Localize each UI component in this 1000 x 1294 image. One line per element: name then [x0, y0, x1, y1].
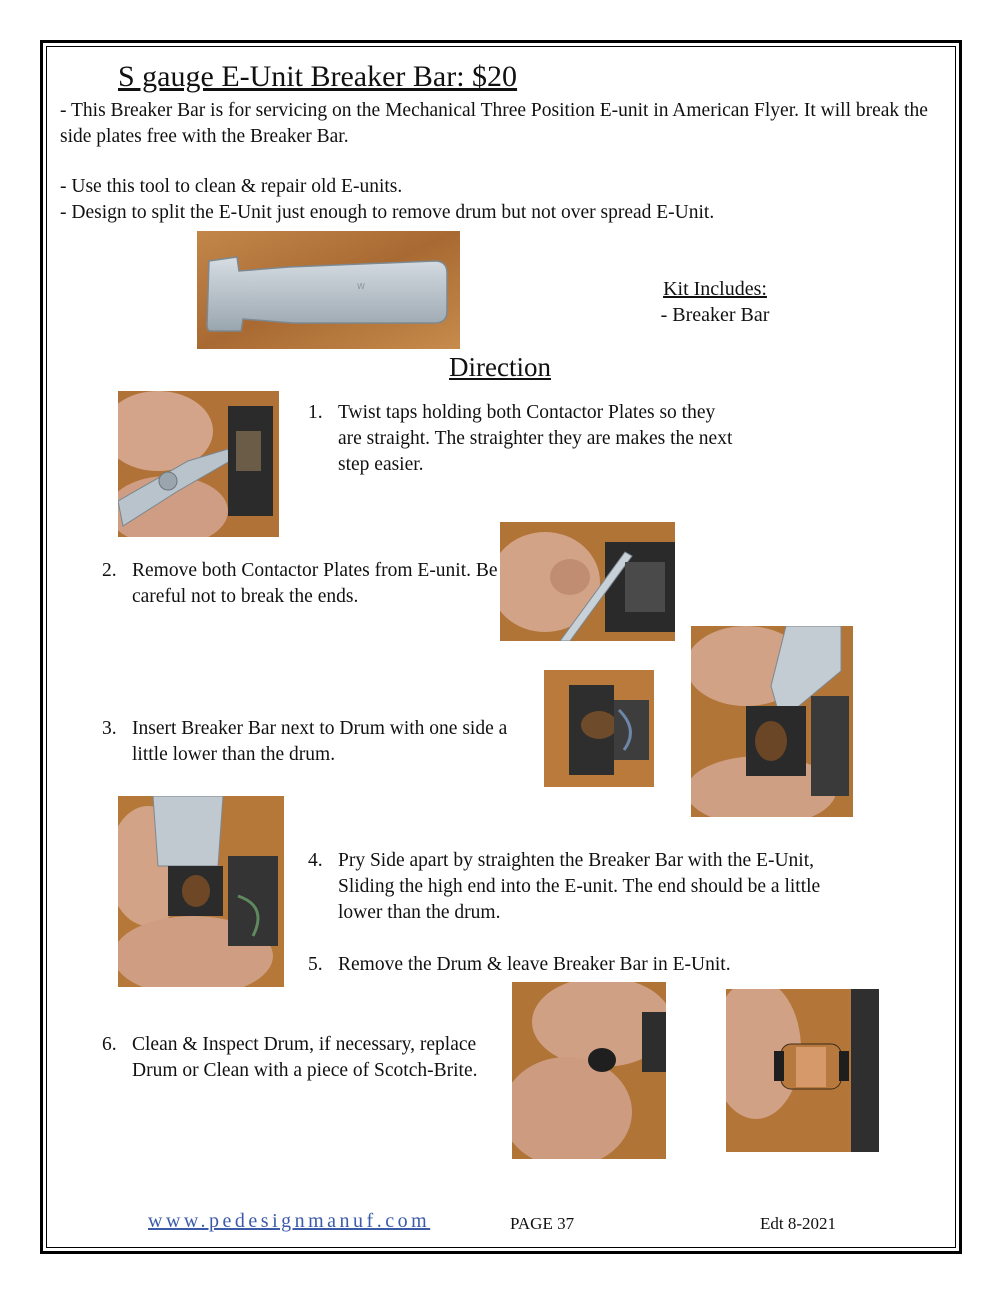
- step-6-text: Clean & Inspect Drum, if necessary, replace Drum or Clean with a piece of Scotch-Brite.: [132, 1034, 478, 1081]
- footer-website-link[interactable]: www.pedesignmanuf.com: [148, 1210, 431, 1232]
- step-6-photo-b: [726, 989, 879, 1152]
- step-2-photo: [500, 522, 675, 641]
- step-4: [308, 848, 868, 926]
- step-4-text: Pry Side apart by straighten the Breaker Bar with the E-Unit, Sliding the high end into the E-unit. The end should be a little lower than the drum.: [338, 850, 821, 923]
- step-2-text: Remove both Contactor Plates from E-unit. Be careful not to break the ends.: [132, 560, 498, 607]
- step-3: [102, 716, 532, 768]
- kit-includes-title: Kit Includes:: [663, 278, 767, 300]
- svg-text:W: W: [357, 282, 365, 291]
- step-1-photo: [118, 391, 279, 537]
- step-1: [308, 400, 738, 478]
- intro-paragraph-2: - Use this tool to clean & repair old E-units.: [60, 176, 403, 197]
- step-6: [102, 1032, 502, 1084]
- step-4-photo: [118, 796, 284, 987]
- kit-includes-item: - Breaker Bar: [660, 304, 770, 326]
- page-title: S gauge E-Unit Breaker Bar: $20: [118, 60, 518, 93]
- step-6-photo-a: [512, 982, 666, 1159]
- intro-paragraph-3: - Design to split the E-Unit just enough to remove drum but not over spread E-Unit.: [60, 202, 715, 223]
- step-3-photo-b: [691, 626, 853, 817]
- step-5-number: 5.: [308, 954, 323, 975]
- intro-paragraph-1: - This Breaker Bar is for servicing on the Mechanical Three Position E-unit in American Flyer. It will break the side plates free with the Breaker Bar.: [60, 100, 928, 147]
- step-6-number: 6.: [102, 1034, 117, 1055]
- step-3-number: 3.: [102, 718, 117, 739]
- step-5-text: Remove the Drum & leave Breaker Bar in E-Unit.: [338, 954, 731, 975]
- footer-edition: Edt 8-2021: [760, 1214, 837, 1233]
- footer-page-number: PAGE 37: [510, 1214, 575, 1233]
- kit-includes: [620, 276, 810, 328]
- step-1-number: 1.: [308, 402, 323, 423]
- step-3-text: Insert Breaker Bar next to Drum with one side a little lower than the drum.: [132, 718, 508, 765]
- breaker-bar-photo: [197, 231, 460, 349]
- step-2: [102, 558, 502, 610]
- step-5: [308, 952, 868, 978]
- direction-heading: Direction: [449, 352, 551, 382]
- step-2-number: 2.: [102, 560, 117, 581]
- step-1-text: Twist taps holding both Contactor Plates so they are straight. The straighter they are makes the next step easier.: [338, 402, 733, 475]
- step-3-photo-a: [544, 670, 654, 787]
- step-4-number: 4.: [308, 850, 323, 871]
